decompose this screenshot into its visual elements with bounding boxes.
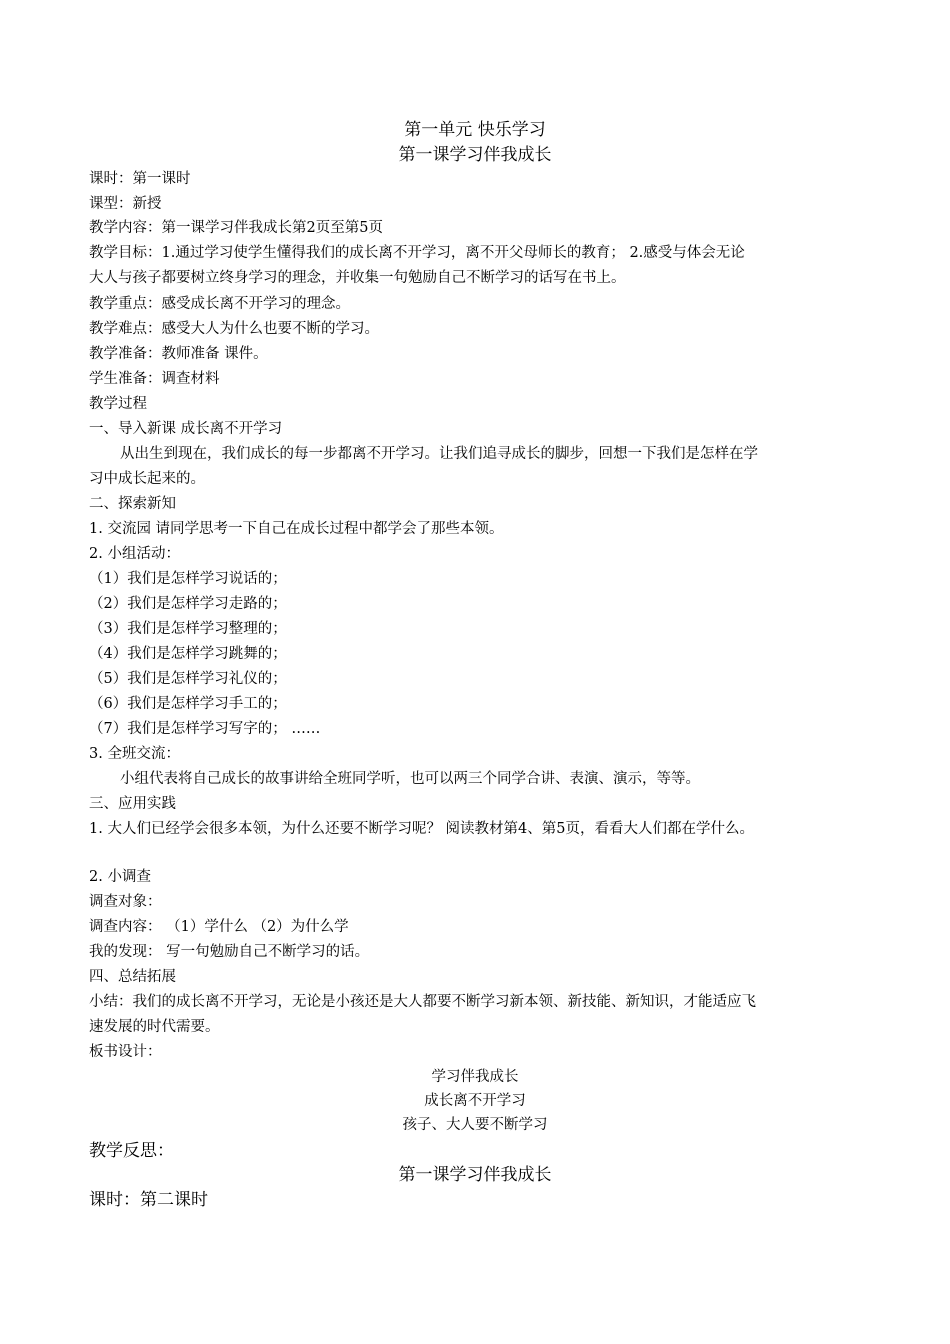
meta-difficulty: 教学难点：感受大人为什么也要不断的学习。 (89, 321, 379, 337)
meta-content: 教学内容：第一课学习伴我成长第2页至第5页 (89, 220, 383, 236)
meta-goal-line2: 大人与孩子都要树立终身学习的理念，并收集一句勉励自己不断学习的话写在书上。 (89, 270, 626, 286)
meta-type: 课型：新授 (89, 196, 162, 212)
unit-title: 第一单元 快乐学习 (404, 120, 546, 140)
activity-item: （4）我们是怎样学习跳舞的； (89, 646, 287, 662)
section1-heading: 一、导入新课 成长离不开学习 (89, 421, 283, 437)
activity-item: （6）我们是怎样学习手工的； (89, 696, 287, 712)
survey-content: 调查内容： （1）学什么 （2）为什么学 (89, 919, 349, 935)
activity-item: （7）我们是怎样学习写字的； …… (89, 721, 321, 737)
summary-line1: 小结：我们的成长离不开学习，无论是小孩还是大人都要不断学习新本领、新技能、新知识，才能适应飞 (89, 994, 756, 1010)
summary-line2: 速发展的时代需要。 (89, 1019, 220, 1035)
survey-target: 调查对象： (89, 894, 162, 910)
lesson2-title: 第一课学习伴我成长 (398, 1165, 552, 1185)
section4-heading: 四、总结拓展 (89, 969, 176, 985)
section3-item2: 2. 小调查 (89, 869, 151, 885)
section3-heading: 三、应用实践 (89, 796, 176, 812)
my-finding: 我的发现： 写一句勉励自己不断学习的话。 (89, 944, 370, 960)
activity-item: （5）我们是怎样学习礼仪的； (89, 671, 287, 687)
meta-key-point: 教学重点：感受成长离不开学习的理念。 (89, 296, 350, 312)
section1-para-line2: 习中成长起来的。 (89, 471, 205, 487)
meta-student-prep: 学生准备：调查材料 (89, 371, 220, 387)
board-line3: 孩子、大人要不断学习 (402, 1117, 548, 1133)
section2-heading: 二、探索新知 (89, 496, 176, 512)
meta-period: 课时：第一课时 (89, 171, 191, 187)
activity-item: （2）我们是怎样学习走路的； (89, 596, 287, 612)
section2-item3: 3. 全班交流： (89, 746, 180, 762)
teaching-reflection: 教学反思： (89, 1141, 174, 1161)
section2-item1: 1. 交流园 请同学思考一下自己在成长过程中都学会了那些本领。 (89, 521, 504, 537)
meta-process: 教学过程 (89, 396, 147, 412)
lesson-title: 第一课学习伴我成长 (398, 145, 552, 165)
board-line2: 成长离不开学习 (424, 1093, 526, 1109)
section2-item2: 2. 小组活动： (89, 546, 180, 562)
meta-goal-line1: 教学目标：1.通过学习使学生懂得我们的成长离不开学习，离不开父母师长的教育； 2.感受与体会无论 (89, 245, 745, 261)
section2-item3-text: 小组代表将自己成长的故事讲给全班同学听，也可以两三个同学合讲、表演、演示，等等。 (120, 771, 700, 787)
section1-para-line1: 从出生到现在，我们成长的每一步都离不开学习。让我们追寻成长的脚步，回想一下我们是怎样在学 (120, 446, 758, 462)
activity-item: （3）我们是怎样学习整理的； (89, 621, 287, 637)
meta-teacher-prep: 教学准备：教师准备 课件。 (89, 346, 268, 362)
board-label: 板书设计： (89, 1044, 162, 1060)
section3-item1: 1. 大人们已经学会很多本领，为什么还要不断学习呢？ 阅读教材第4、第5页，看看大人们都在学什么。 (89, 821, 754, 837)
lesson2-period: 课时：第二课时 (89, 1190, 208, 1210)
activity-item: （1）我们是怎样学习说话的； (89, 571, 287, 587)
board-line1: 学习伴我成长 (431, 1069, 519, 1085)
